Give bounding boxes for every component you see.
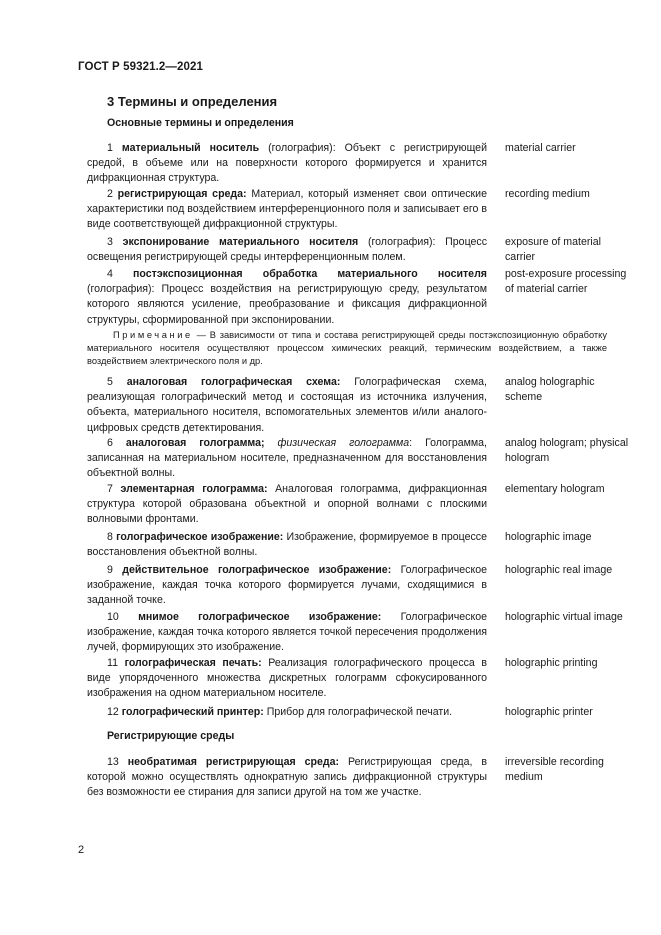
term-name: материальный носитель: [121, 142, 260, 154]
term-name: голографическая печать:: [124, 657, 262, 669]
term-number: 6: [107, 437, 126, 449]
term-entry-13: [87, 755, 487, 801]
term-definition: Голографическая схема, реализующая голографический метод и состоящая из источника излучения, объекта, материального носителя, вспомогательных элементов и/или аналого-цифровых средств детектирования.: [87, 376, 487, 434]
term-entry-3: [87, 235, 487, 265]
term-english-2: recording medium: [505, 188, 590, 200]
term-definition: Прибор для голографической печати.: [263, 706, 453, 718]
subsection-heading-media: Регистрирующие среды: [107, 730, 235, 742]
term-entry-1: [87, 141, 487, 187]
term-definition: Аналоговая голограмма, дифракционная структура которой образована объектной и опорной волнами с плоскими волновыми фронтами.: [87, 483, 487, 526]
note-label: Примечание: [113, 330, 193, 340]
term-definition: Регистрирующая среда, в которой можно осуществлять однократную запись дифракционной структуры без возможности ее стирания для записи другой на том же участке.: [87, 756, 488, 799]
term-definition: Реализация голографического процесса в виде упорядоченного множества дискретных голограмм сфокусированного изображения на одном материальном носителе.: [87, 657, 487, 700]
term-english-13: irreversible recording medium: [505, 756, 604, 784]
term-entry-10: [87, 610, 487, 656]
term-number: 11: [107, 657, 125, 669]
term-definition: Голографическое изображение, каждая точка которого является точкой пересечения продолжения лучей, формирующих это изображение.: [87, 611, 487, 654]
term-name: элементарная голограмма:: [120, 483, 268, 495]
term-english-3: exposure of material carrier: [505, 236, 601, 264]
term-entry-6: [87, 436, 487, 482]
term-number: 13: [107, 756, 128, 768]
section-title: 3 Термины и определения: [107, 94, 278, 109]
term-name: мнимое голографическое изображение:: [138, 611, 382, 623]
term-number: 9: [107, 564, 123, 576]
term-entry-2: [87, 187, 487, 233]
term-name: необратимая регистрирующая среда:: [127, 756, 340, 768]
term-name: аналоговая голографическая схема:: [126, 376, 341, 388]
term-english-4: post-exposure processing of material carrier: [505, 268, 627, 296]
term-entry-11: [87, 656, 487, 702]
term-english-7: elementary hologram: [505, 483, 605, 495]
term-english-11: holographic printing: [505, 657, 598, 669]
note-text: — В зависимости от типа и состава регистрирующей среды постэкспозиционную обработку материального носителя осуществляют процессом химических реакций, термическим воздействием, а также воздействием электрического поля и др.: [87, 330, 607, 366]
term-number: 1: [107, 142, 122, 154]
term-name: голографическое изображение:: [116, 531, 284, 543]
term-qualifier: (голография):: [358, 236, 446, 248]
term-english-1: material carrier: [505, 142, 576, 154]
term-number: 8: [107, 531, 117, 543]
term-entry-4: [87, 267, 487, 328]
term-definition: Процесс освещения регистрирующей среды интерференционным полем.: [87, 236, 488, 264]
term-entry-12: [87, 705, 487, 720]
term-name: экспонирование материального носителя: [122, 236, 359, 248]
term-definition: Процесс воздействия на регистрирующую среду, результатом которого являются усиление, преобразование и фиксация дифракционной структуры, сформированной при экспонировании.: [87, 283, 487, 326]
term-number: 5: [107, 376, 127, 388]
term-name: действительное голографическое изображение:: [122, 564, 392, 576]
term-entry-5: [87, 375, 487, 436]
term-english-8: holographic image: [505, 531, 592, 543]
page-number: 2: [78, 844, 85, 856]
term-name: постэкспозиционная обработка материального носителя: [133, 268, 487, 280]
subsection-heading-basic: Основные термины и определения: [107, 117, 294, 129]
term-english-9: holographic real image: [505, 564, 613, 576]
term-definition: Объект с регистрирующей средой, в объеме или на поверхности которого формируется и хранится дифракционная структура.: [87, 142, 487, 185]
term-name: регистрирующая среда:: [117, 188, 247, 200]
term-english-10: holographic virtual image: [505, 611, 623, 623]
term-entry-8: [87, 530, 487, 560]
term-name: голографический принтер:: [121, 706, 264, 718]
term-english-12: holographic printer: [505, 706, 593, 718]
term-definition: Материал, который изменяет свои оптические характеристики под воздействием интерференционного поля и записывает его в виде соответствующей дифракционной структуры.: [87, 188, 487, 231]
term-number: 4: [107, 268, 134, 280]
term-number: 2: [107, 188, 118, 200]
term-entry-9: [87, 563, 487, 609]
term-definition: : Голограмма, записанная на материальном носителе, предназначенном для восстановления объектной волны.: [87, 437, 487, 480]
term-definition: Голографическое изображение, каждая точка которого формируется лучами, сходящимися в заданной точке.: [87, 564, 487, 607]
term-qualifier: (голография):: [259, 142, 345, 154]
note: [87, 329, 607, 368]
standard-header: ГОСТ Р 59321.2—2021: [78, 61, 203, 73]
term-number: 7: [107, 483, 121, 495]
term-definition: Изображение, формируемое в процессе восстановления объектной волны.: [87, 531, 487, 559]
term-number: 3: [107, 236, 123, 248]
term-english-6: analog hologram; physical hologram: [505, 437, 629, 465]
term-synonym: физическая голограмма: [264, 437, 410, 449]
term-number: 12: [107, 706, 122, 718]
term-entry-7: [87, 482, 487, 528]
term-number: 10: [107, 611, 139, 623]
term-qualifier: (голография):: [87, 283, 162, 296]
term-english-5: analog holographic scheme: [505, 376, 595, 404]
term-name: аналоговая голограмма;: [125, 437, 265, 449]
